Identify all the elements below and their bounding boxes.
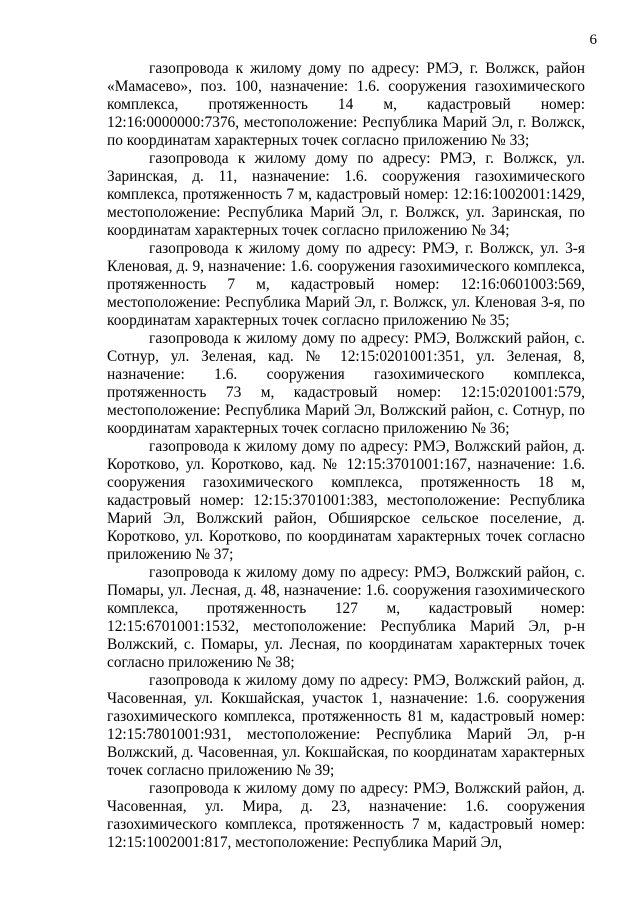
paragraph-pipeline-38: газопровода к жилому дому по адресу: РМЭ, Волжский район, с. Помары, ул. Лесная, д. 48, назначение: 1.6. сооружения газохимического комплекса, протяженность 127 м, кадастровый номер: 12:15:6701001:1532, местоположение: Республика Марий Эл, р-н Волжский, с. Помары, ул. Лесная, по координатам характерных точек согласно приложению № 38; — [107, 564, 585, 671]
page-number: 6 — [589, 32, 597, 48]
paragraph-pipeline-36: газопровода к жилому дому по адресу: РМЭ, Волжский район, с. Сотнур, ул. Зеленая, кад. № 12:15:0201001:351, ул. Зеленая, 8, назначение: 1.6. сооружения газохимического комплекса, протяженность 73 м, кадастровый номер: 12:15:0201001:579, местоположение: Республика Марий Эл, Волжский район, с. Сотнур, по координатам характерных точек согласно приложению № 36; — [107, 330, 585, 437]
paragraph-pipeline-40: газопровода к жилому дому по адресу: РМЭ, Волжский район, д. Часовенная, ул. Мира, д. 23, назначение: 1.6. сооружения газохимического комплекса, протяженность 7 м, кадастровый номер: 12:15:1002001:817, местоположение: Республика Марий Эл, — [107, 780, 585, 851]
document-body — [107, 60, 585, 852]
paragraph-pipeline-35: газопровода к жилому дому по адресу: РМЭ, г. Волжск, ул. 3-я Кленовая, д. 9, назначение: 1.6. сооружения газохимического комплекса, протяженность 7 м, кадастровый номер: 12:16:0601003:569, местоположение: Республика Марий Эл, г. Волжск, ул. Кленовая 3-я, по координатам характерных точек согласно приложению № 35; — [107, 240, 585, 329]
paragraph-pipeline-39: газопровода к жилому дому по адресу: РМЭ, Волжский район, д. Часовенная, ул. Кокшайская, участок 1, назначение: 1.6. сооружения газохимического комплекса, протяженность 81 м, кадастровый номер: 12:15:7801001:931, местоположение: Республика Марий Эл, р-н Волжский, д. Часовенная, ул. Кокшайская, по координатам характерных точек согласно приложению № 39; — [107, 672, 585, 779]
paragraph-pipeline-34: газопровода к жилому дому по адресу: РМЭ, г. Волжск, ул. Заринская, д. 11, назначение: 1.6. сооружения газохимического комплекса, протяженность 7 м, кадастровый номер: 12:16:1002001:1429, местоположение: Республика Марий Эл, г. Волжск, ул. Заринская, по координатам характерных точек согласно приложению № 34; — [107, 150, 585, 239]
paragraph-pipeline-33: газопровода к жилому дому по адресу: РМЭ, г. Волжск, район «Мамасево», поз. 100, назначение: 1.6. сооружения газохимического комплекса, протяженность 14 м, кадастровый номер: 12:16:0000000:7376, местоположение: Республика Марий Эл, г. Волжск, по координатам характерных точек согласно приложению № 33; — [107, 60, 585, 149]
paragraph-pipeline-37: газопровода к жилому дому по адресу: РМЭ, Волжский район, д. Коротково, ул. Коротково, кад. № 12:15:3701001:167, назначение: 1.6. сооружения газохимического комплекса, протяженность 18 м, кадастровый номер: 12:15:3701001:383, местоположение: Республика Марий Эл, Волжский район, Обшиярское сельское поселение, д. Коротково, ул. Коротково, по координатам характерных точек согласно приложению № 37; — [107, 438, 585, 563]
